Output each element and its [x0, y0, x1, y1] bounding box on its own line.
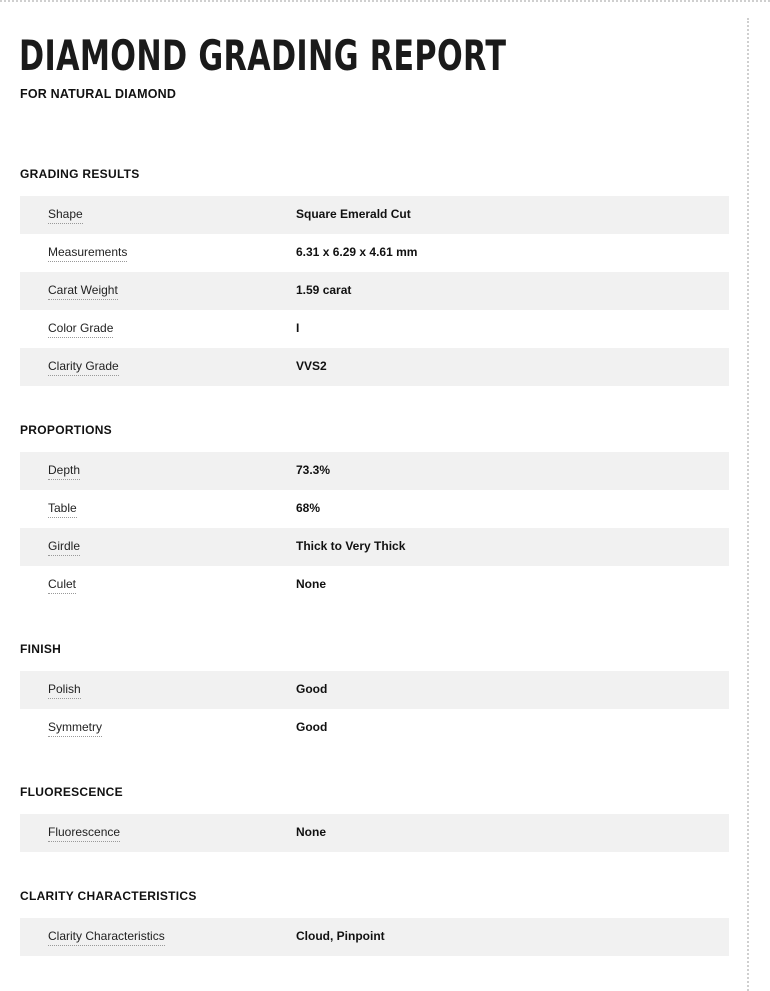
table-row	[20, 310, 729, 348]
row-label-symmetry[interactable]: Symmetry	[48, 720, 102, 737]
row-label-shape[interactable]: Shape	[48, 207, 83, 224]
row-label-polish[interactable]: Polish	[48, 682, 81, 699]
row-value-fluorescence: None	[296, 825, 326, 839]
row-value-clarity-grade: VVS2	[296, 359, 327, 373]
report-subtitle: FOR NATURAL DIAMOND	[20, 87, 177, 101]
row-label-measurements[interactable]: Measurements	[48, 245, 127, 262]
table-row	[20, 234, 729, 272]
finish-table	[20, 671, 729, 747]
fluorescence-table	[20, 814, 729, 852]
table-row	[20, 452, 729, 490]
row-label-fluorescence[interactable]: Fluorescence	[48, 825, 120, 842]
row-label-carat-weight[interactable]: Carat Weight	[48, 283, 118, 300]
table-row	[20, 528, 729, 566]
table-row	[20, 272, 729, 310]
section-clarity-characteristics	[20, 885, 729, 956]
row-value-clarity-characteristics: Cloud, Pinpoint	[296, 929, 385, 943]
table-row	[20, 490, 729, 528]
section-fluorescence	[20, 781, 729, 852]
row-value-color-grade: I	[296, 321, 300, 335]
row-value-symmetry: Good	[296, 720, 328, 734]
table-row	[20, 671, 729, 709]
section-title: PROPORTIONS	[20, 423, 112, 437]
row-label-culet[interactable]: Culet	[48, 577, 76, 594]
row-value-measurements: 6.31 x 6.29 x 4.61 mm	[296, 245, 418, 259]
section-proportions	[20, 419, 729, 604]
row-label-depth[interactable]: Depth	[48, 463, 80, 480]
section-finish	[20, 638, 729, 747]
table-row	[20, 814, 729, 852]
row-value-culet: None	[296, 577, 326, 591]
section-title: FINISH	[20, 642, 62, 656]
row-value-table: 68%	[296, 501, 321, 515]
row-value-shape: Square Emerald Cut	[296, 207, 411, 221]
grading-results-table	[20, 196, 729, 386]
row-value-depth: 73.3%	[296, 463, 331, 477]
right-dotted-border	[747, 18, 750, 991]
row-label-clarity-characteristics[interactable]: Clarity Characteristics	[48, 929, 165, 946]
proportions-table	[20, 452, 729, 604]
row-label-girdle[interactable]: Girdle	[48, 539, 80, 556]
section-title: FLUORESCENCE	[20, 785, 123, 799]
row-value-girdle: Thick to Very Thick	[296, 539, 406, 553]
row-value-polish: Good	[296, 682, 328, 696]
row-label-clarity-grade[interactable]: Clarity Grade	[48, 359, 119, 376]
row-label-table[interactable]: Table	[48, 501, 77, 518]
table-row	[20, 566, 729, 604]
clarity-characteristics-table	[20, 918, 729, 956]
table-row	[20, 348, 729, 386]
table-row	[20, 709, 729, 747]
row-value-carat-weight: 1.59 carat	[296, 283, 352, 297]
table-row	[20, 918, 729, 956]
top-dotted-border	[0, 0, 770, 3]
table-row	[20, 196, 729, 234]
section-title: CLARITY CHARACTERISTICS	[20, 889, 197, 903]
row-label-color-grade[interactable]: Color Grade	[48, 321, 113, 338]
section-title: GRADING RESULTS	[20, 167, 140, 181]
section-grading-results	[20, 163, 729, 386]
report-title: DIAMOND GRADING REPORT	[19, 31, 507, 80]
